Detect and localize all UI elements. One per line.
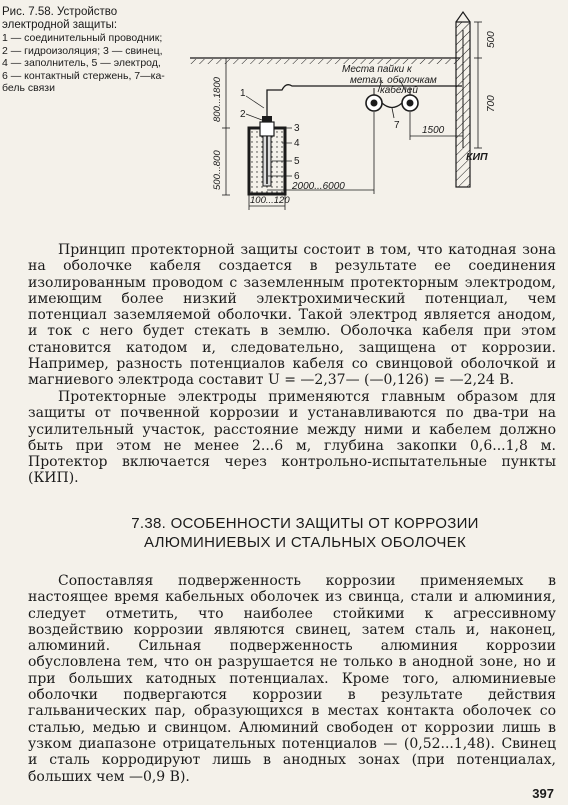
legend-line: 6 — контактный стержень, 7—ка- [2, 69, 165, 82]
dim-2000-6000-label: 2000...6000 [292, 181, 345, 192]
figure-caption-title: Рис. 7.58. Устройство электродной защиты: [2, 6, 118, 31]
dim-500-800-label: 500...800 [212, 150, 223, 190]
dim-100-120 [249, 194, 290, 210]
paragraph-text: Принцип протекторной защиты состоит в том, что катодная зона на оболочке кабеля создается в результате ее соединения изолированным проводом с заземленным протекторным электродом, имеющим более низкий электрохимический потенциал, чем потенциал заземляемой оболочки. Такой электрод является анодом, и ток с него будет стекать в землю. Оболочка кабеля при этом становится катодом и, следовательно, защищена от коррозии. Например, разность потенциалов кабеля со свинцовой оболочкой и магниевого электрода составит U = —2,37— (—0,126) = —2,24 В. [28, 242, 556, 389]
connecting-wire [267, 85, 462, 118]
legend-line: бель связи [2, 82, 55, 94]
legend-line: 4 — заполнитель, 5 — электрод, [2, 57, 161, 69]
label-5: 5 [294, 156, 300, 167]
dim-800-1800-label: 800...1800 [212, 77, 223, 122]
paragraph [28, 242, 556, 389]
dim-700-label: 700 [486, 95, 497, 112]
ground-surface [190, 58, 460, 64]
joints-note: кабелей [380, 85, 418, 96]
joints-note: метал. оболочкам [350, 75, 437, 86]
protector-diagram [0, 0, 568, 240]
legend-line: 2 — гидроизоляция; 3 — свинец, [2, 44, 163, 57]
label-7: 7 [394, 120, 400, 131]
paragraph-text: Сопоставляя подверженность коррозии применяемых в настоящее время кабельных оболочек из свинца, стали и алюминия, следует отметить, что наиболее стойкими к агрессивному воздействию коррозии являются свинец, затем сталь и, наконец, алюминий. Сильная подверженность алюминия коррозии обусловлена тем, что он разрушается не только в анодной зоне, но и при больших катодных потенциалах. Кроме того, алюминиевые оболочки подвергаются коррозии в результате действия гальванических пар, образующихся в местах контакта оболочек со сталью, медью и свинцом. Алюминий свободен от коррозии лишь в узком диапазоне отрицательных потенциалов — (0,52...1,48). Свинец и сталь корродируют лишь в анодных зонах (при потенциалах, больших чем —0,9 В). [28, 573, 556, 785]
dim-1500 [410, 112, 463, 140]
legend-line: 1 — соединительный проводник; [2, 32, 163, 44]
dim-500-label: 500 [486, 31, 497, 48]
label-2: 2 [240, 109, 246, 120]
dim-1500-label: 1500 [422, 125, 445, 136]
paragraph [28, 573, 556, 785]
dim-100-120-label: 100...120 [250, 195, 290, 206]
depth-dimensions [212, 58, 230, 195]
label-1: 1 [240, 88, 246, 99]
label-3: 3 [294, 123, 300, 134]
label-4: 4 [294, 138, 300, 149]
section-heading [100, 514, 510, 552]
section-heading-line: 7.38. ОСОБЕННОСТИ ЗАЩИТЫ ОТ КОРРОЗИИ [131, 515, 479, 532]
page-number: 397 [532, 786, 554, 801]
kip-height-dimensions [474, 22, 497, 148]
section-heading-line: АЛЮМИНИЕВЫХ И СТАЛЬНЫХ ОБОЛОЧЕК [144, 534, 466, 551]
paragraph-text: Протекторные электроды применяются главным образом для защиты от почвенной коррозии и устанавливаются по два-три на усилительный участок, расстояние между ними и кабелем должно быть при этом не менее 2...6 м, глубина закопки 0,6...1,8 м. Протектор включается через контрольно-испытательные пункты (КИП). [28, 389, 556, 487]
label-6: 6 [294, 171, 300, 182]
paragraph [28, 389, 556, 487]
kip-label: КИП [466, 151, 488, 163]
joints-note: Места пайки к [342, 64, 412, 75]
